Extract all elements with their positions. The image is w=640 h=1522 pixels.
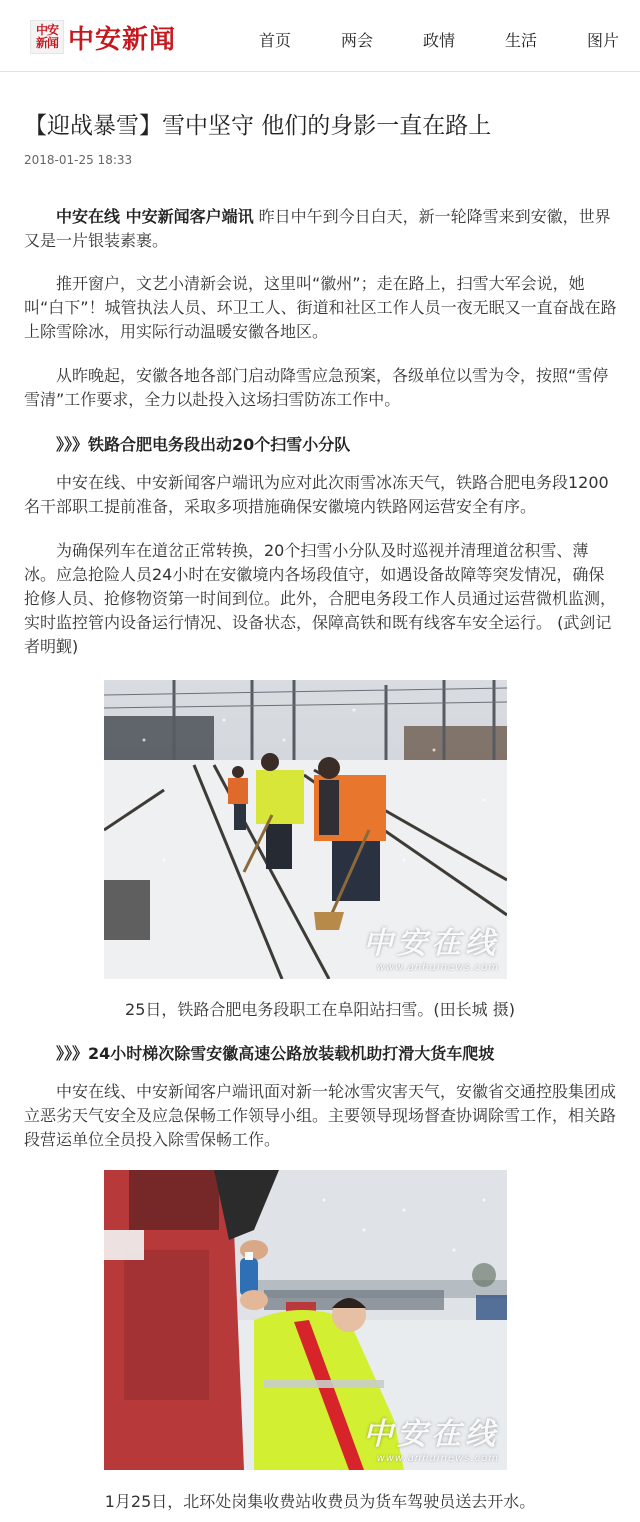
section-heading-highway: 》》》24小时梯次除雪安徽高速公路放装载机助打滑大货车爬坡 (56, 1044, 495, 1063)
article-paragraph: 从昨晚起，安徽各地各部门启动降雪应急预案，各级单位以雪为令，按照“雪停雪清”工作要求，全力以赴投入这场扫雪防冻工作中。 (24, 366, 609, 409)
lead-text: 昨日中午到今日白天，新一轮降雪来到安徽，世界又是一片银装素裹。 (24, 207, 611, 250)
site-header (0, 0, 640, 72)
article-paragraph: 中安在线、中安新闻客户端讯面对新一轮冰雪灾害天气，安徽省交通控股集团成立恶劣天气安全及应急保畅工作领导小组。主要领导现场督查协调除雪工作，相关路段营运单位全员投入除雪保畅工作。 (24, 1082, 617, 1149)
lead-source: 中安在线 中安新闻客户端讯 (56, 207, 254, 226)
photo-caption-railway: 25日，铁路合肥电务段职工在阜阳站扫雪。(田长城 摄) (125, 1000, 515, 1019)
article-paragraph: 推开窗户，文艺小清新会说，这里叫“徽州”；走在路上，扫雪大军会说，她叫“白下”！城管执法人员、环卫工人、街道和社区工作人员一夜无眠又一直奋战在路上除雪除冰，用实际行动温暖安徽各地区。 (24, 274, 617, 341)
article-title: 【迎战暴雪】雪中坚守 他们的身影一直在路上 (24, 113, 492, 139)
nav-item-photos[interactable]: 图片 (587, 31, 620, 50)
main-nav (0, 28, 640, 50)
logo-text: 中安新闻 (68, 24, 177, 55)
nav-item-home[interactable]: 首页 (259, 31, 292, 50)
photo-watermark: 中安在线 www.anhuinews.com (363, 926, 499, 973)
article-paragraph: 中安在线、中安新闻客户端讯为应对此次雨雪冰冻天气，铁路合肥电务段1200名干部职工提前准备，采取多项措施确保安徽境内铁路网运营安全有序。 (24, 473, 609, 516)
logo-mark: 中安 新闻 (30, 20, 64, 54)
article-date: 2018-01-25 18:33 (24, 153, 133, 167)
photo-caption-toll-station: 1月25日，北环处岗集收费站收费员为货车驾驶员送去开水。 (104, 1492, 536, 1511)
article-paragraph: 为确保列车在道岔正常转换，20个扫雪小分队及时巡视并清理道岔积雪、薄冰。应急抢险人员24小时在安徽境内各场段值守，如遇设备故障等突发情况，确保抢修人员、抢修物资第一时间到位。此外，合肥电务段工作人员通过运营微机监测，实时监控管内设备运行情况、设备状态，保障高铁和既有线客车安全运行。 (武剑记者明觐) (24, 541, 617, 656)
nav-item-life[interactable]: 生活 (505, 31, 538, 50)
article-photo-railway[interactable] (104, 680, 507, 979)
article-photo-toll-station[interactable] (104, 1170, 507, 1470)
photo-watermark: 中安在线 www.anhuinews.com (363, 1417, 499, 1464)
nav-item-lianghui[interactable]: 两会 (341, 31, 374, 50)
section-heading-railway: 》》》铁路合肥电务段出动20个扫雪小分队 (56, 435, 351, 454)
article-paragraph-lead (24, 205, 618, 253)
nav-item-politics[interactable]: 政情 (423, 31, 456, 50)
